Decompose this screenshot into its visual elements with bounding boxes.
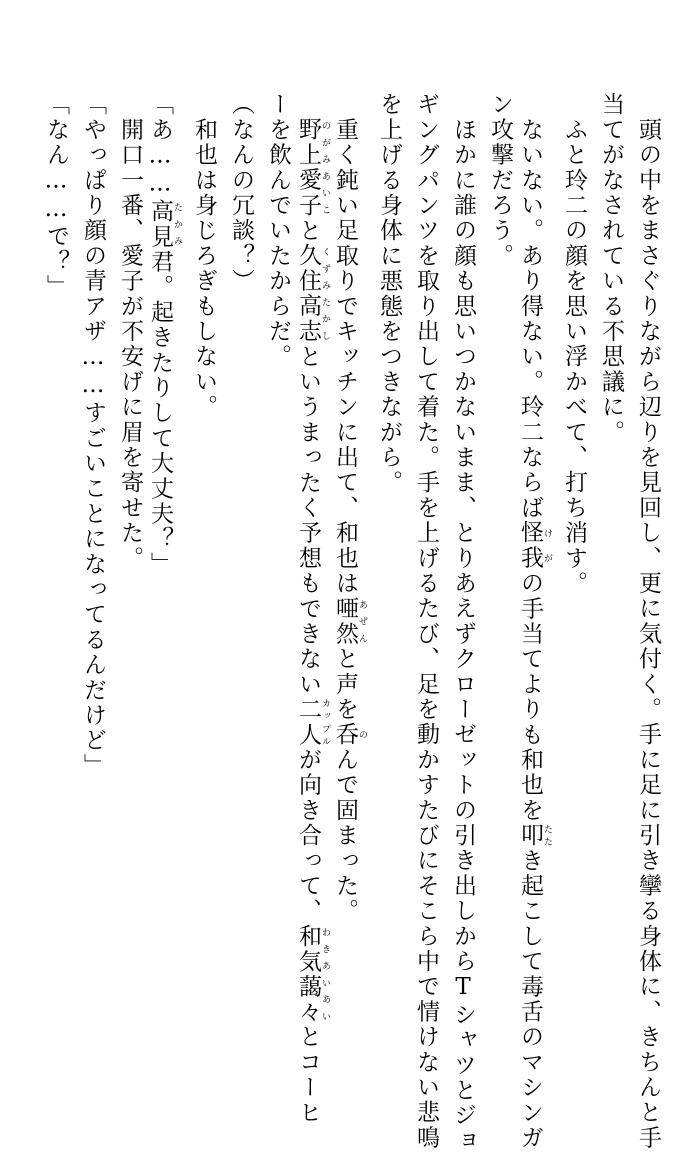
ruby-takami: 高見 たかみ xyxy=(147,198,182,250)
ruby-kega: 怪我 けが xyxy=(517,520,552,571)
text-line-5: ン攻撃だろう。 xyxy=(487,92,513,269)
ruby-azen: 唖然 あぜん xyxy=(332,596,367,647)
text-segment: 重く鈍い足取りでキッチンに出て、和也は xyxy=(332,92,358,596)
text-line-9 xyxy=(332,92,367,924)
text-line-17: 「なん……で？」 xyxy=(43,92,69,300)
text-line-11: ーを飲んでいたからだ。 xyxy=(265,92,291,370)
text-segment: んで固まった。 xyxy=(332,747,358,924)
text-segment: ないない。あり得ない。玲二ならば xyxy=(517,92,543,521)
text-line-7: ギングパンツを取り出して着た。手を上げるたび、足を動かすたびにそこら中で情けない悲鳴 xyxy=(413,92,439,1151)
text-line-1: 頭の中をまさぐりながら辺りを見回し、更に気付く。手に足に引き攣る身体に、きちんと手 xyxy=(635,92,661,1151)
text-segment: と xyxy=(295,218,321,244)
text-segment: というまったく予想もできない xyxy=(295,344,321,697)
ruby-nogami: 野上愛子 のがみあいこ xyxy=(295,117,330,219)
text-segment: 君。起きたりして大丈夫？」 xyxy=(147,249,173,577)
text-segment: とコーヒ xyxy=(295,1024,321,1126)
text-segment xyxy=(295,92,321,117)
text-segment: が向き合って、 xyxy=(295,747,321,924)
ruby-nomu: 呑 の xyxy=(332,722,367,748)
text-line-8: を上げる身体に悪態をつきながら。 xyxy=(376,92,402,496)
text-segment: の手当てよりも和也を xyxy=(517,570,543,823)
text-line-2: 当てがなされている不思議に。 xyxy=(598,92,624,445)
text-line-13: 和也は身じろぎもしない。 xyxy=(191,92,217,420)
text-segment: 「あ…… xyxy=(147,92,173,199)
ruby-kuzumi: 久住高志 くずみたかし xyxy=(295,243,330,345)
text-line-3: ふと玲二の顔を思い浮かべて、打ち消す。 xyxy=(561,92,587,596)
text-line-10 xyxy=(295,92,330,1126)
text-segment: と声を xyxy=(332,646,358,723)
ruby-futari: 二人 カップル xyxy=(295,696,330,748)
ruby-tataki: 叩 たた xyxy=(517,822,552,849)
text-line-16: 「やっぱり顔の青アザ……すごいことになってるんだけど」 xyxy=(80,92,106,779)
text-line-4 xyxy=(517,92,552,1151)
text-line-12: （なんの冗談？） xyxy=(228,92,254,294)
text-line-6: ほかに誰の顔も思いつかないまま、とりあえずクローゼットの引き出しからTシャツとジョ xyxy=(450,92,476,1153)
ruby-wakiaiai: 和気藹々 わきあいあい xyxy=(295,923,330,1025)
text-segment: き起こして毒舌のマシンガ xyxy=(517,848,543,1151)
text-line-15: 開口一番、愛子が不安げに眉を寄せた。 xyxy=(117,92,143,571)
text-line-14 xyxy=(147,92,182,577)
